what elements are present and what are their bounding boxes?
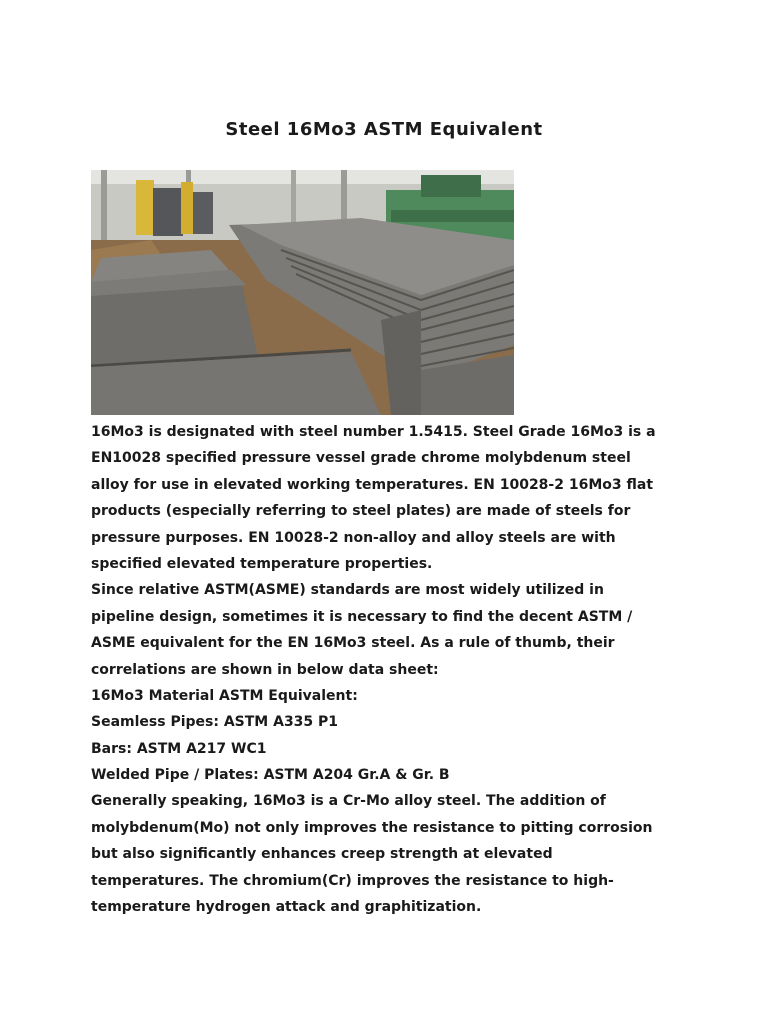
equivalent-item: Bars: ASTM A217 WC1 (91, 740, 267, 757)
body-line: ASME equivalent for the EN 16Mo3 steel. As a rule of thumb, their (91, 635, 615, 652)
steel-plates-photo (91, 170, 514, 415)
body-line: alloy for use in elevated working temperatures. EN 10028-2 16Mo3 flat (91, 476, 654, 493)
equivalent-item: Welded Pipe / Plates: ASTM A204 Gr.A & Gr. B (91, 767, 450, 784)
body-line: Since relative ASTM(ASME) standards are most widely utilized in (91, 582, 604, 599)
page-title: Steel 16Mo3 ASTM Equivalent (225, 119, 543, 140)
body-line: 16Mo3 is designated with steel number 1.5415. Steel Grade 16Mo3 is a (91, 424, 656, 440)
document-body (91, 419, 691, 920)
equivalent-item: Seamless Pipes: ASTM A335 P1 (91, 714, 339, 731)
body-line: pipeline design, sometimes it is necessary to find the decent ASTM / (91, 608, 633, 625)
body-line: EN10028 specified pressure vessel grade chrome molybdenum steel (91, 450, 631, 467)
body-line: pressure purposes. EN 10028-2 non-alloy and alloy steels are with (91, 529, 616, 546)
body-line: temperatures. The chromium(Cr) improves the resistance to high- (91, 872, 614, 889)
body-line: Generally speaking, 16Mo3 is a Cr-Mo alloy steel. The addition of (91, 793, 606, 810)
body-line: correlations are shown in below data sheet: (91, 661, 439, 678)
body-line: but also significantly enhances creep strength at elevated (91, 846, 553, 863)
body-line: products (especially referring to steel plates) are made of steels for (91, 503, 631, 520)
equivalents-heading: 16Mo3 Material ASTM Equivalent: (91, 687, 358, 704)
body-line: molybdenum(Mo) not only improves the resistance to pitting corrosion (91, 819, 653, 836)
body-line: temperature hydrogen attack and graphitization. (91, 899, 482, 916)
body-line: specified elevated temperature properties. (91, 555, 433, 572)
